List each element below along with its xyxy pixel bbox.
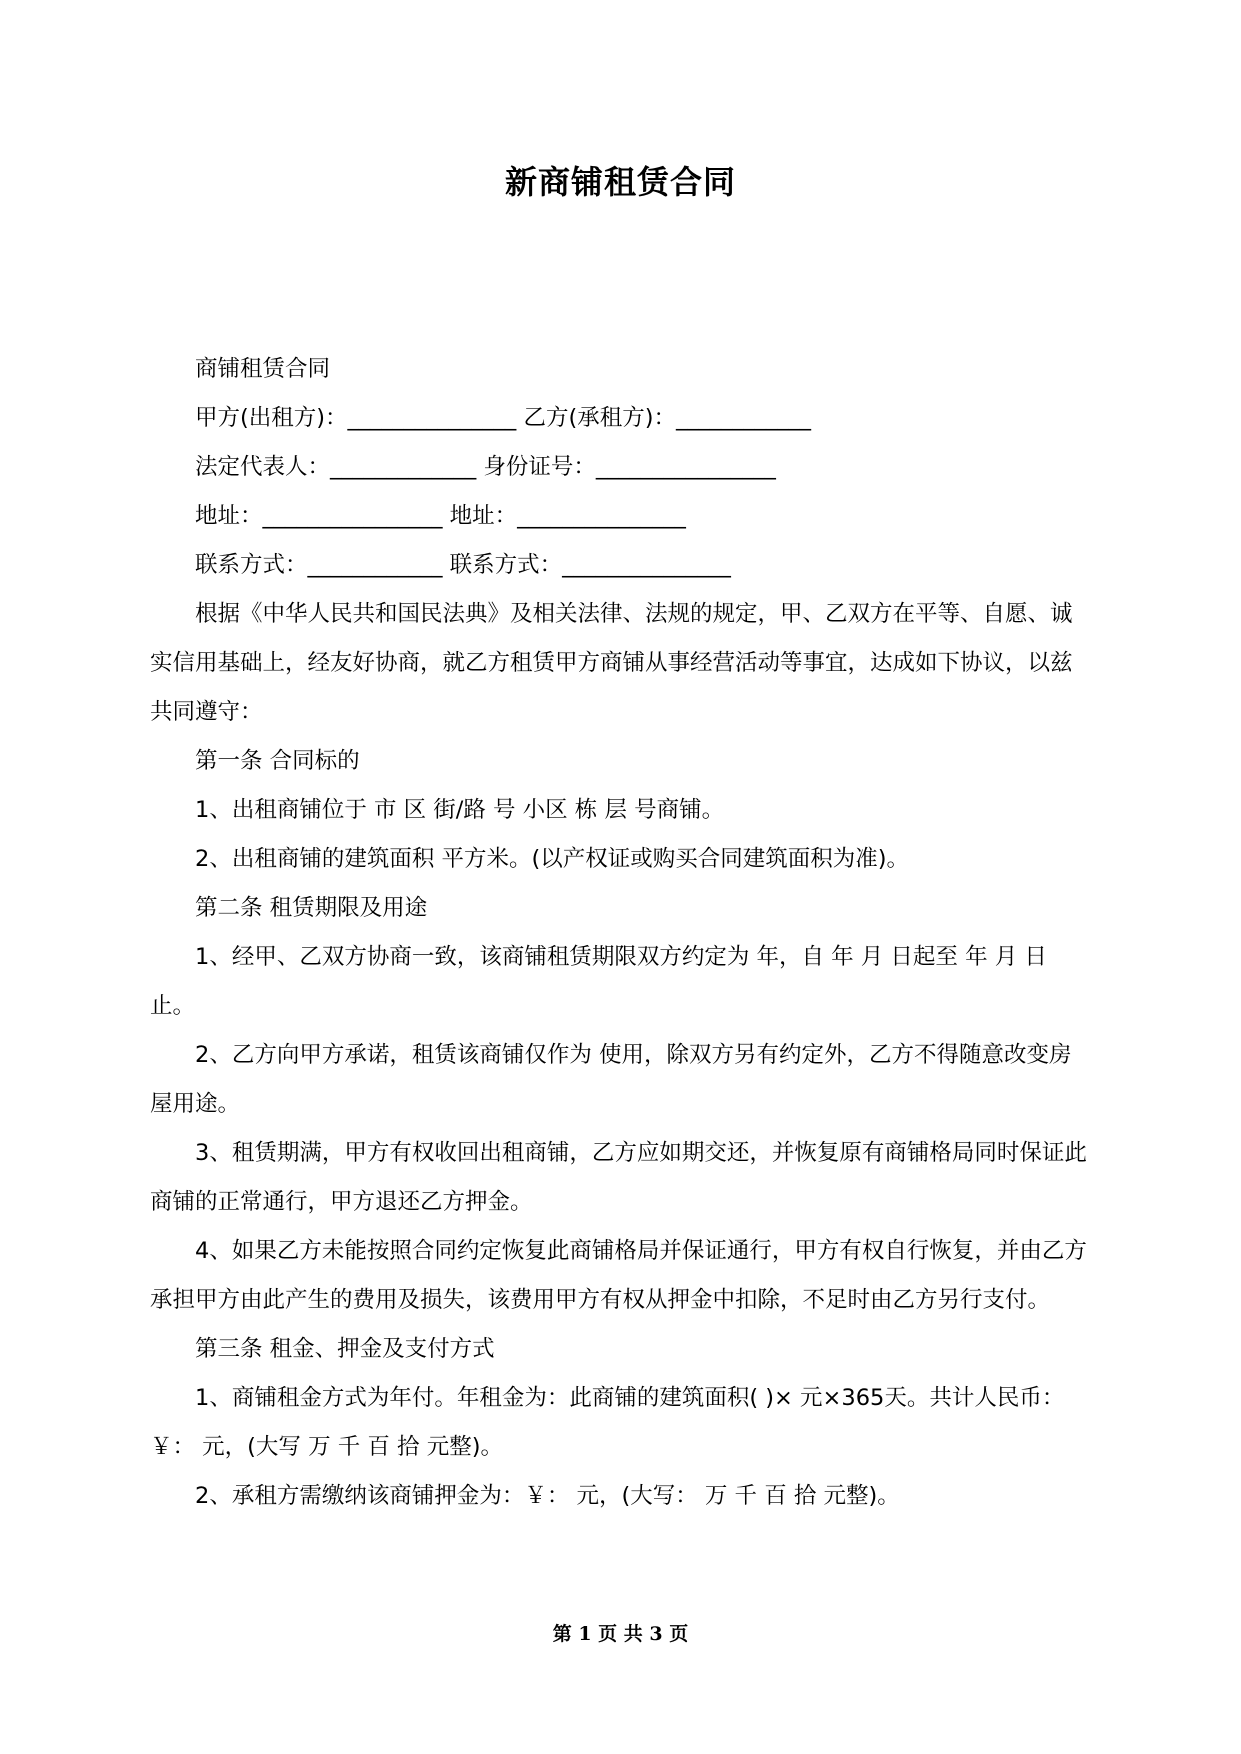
paragraph: 1、经甲、乙双方协商一致，该商铺租赁期限双方约定为 年，自 年 月 日起至 年 月 日止。 [150,944,1047,1019]
paragraph: 联系方式：____________ 联系方式：_______________ [195,552,731,578]
paragraph: 3、租赁期满，甲方有权收回出租商铺，乙方应如期交还，并恢复原有商铺格局同时保证此商铺的正常通行，甲方退还乙方押金。 [150,1140,1087,1215]
paragraph: 甲方(出租方)：_______________ 乙方(承租方)：____________ [195,405,812,431]
paragraph: 根据《中华人民共和国民法典》及相关法律、法规的规定，甲、乙双方在平等、自愿、诚实信用基础上，经友好协商，就乙方租赁甲方商铺从事经营活动等事宜，达成如下协议，以兹共同遵守： [150,601,1073,725]
section-heading: 第一条 合同标的 [195,748,360,774]
paragraph: 2、出租商铺的建筑面积 平方米。(以产权证或购买合同建筑面积为准)。 [195,846,910,872]
paragraph: 1、出租商铺位于 市 区 街/路 号 小区 栋 层 号商铺。 [195,797,725,823]
document-body [150,345,1090,1521]
paragraph: 1、商铺租金方式为年付。年租金为：此商铺的建筑面积( )× 元×365天。共计人民币：￥： 元，(大写 万 千 百 拾 元整)。 [150,1385,1065,1460]
page-number-footer: 第 1 页 共 3 页 [552,1623,689,1645]
paragraph: 4、如果乙方未能按照合同约定恢复此商铺格局并保证通行，甲方有权自行恢复，并由乙方承担甲方由此产生的费用及损失，该费用甲方有权从押金中扣除，不足时由乙方另行支付。 [150,1238,1087,1313]
paragraph: 地址：________________ 地址：_______________ [195,503,686,529]
section-heading: 第二条 租赁期限及用途 [195,895,428,921]
section-heading: 第三条 租金、押金及支付方式 [195,1336,495,1362]
paragraph: 商铺租赁合同 [195,356,331,382]
paragraph: 2、承租方需缴纳该商铺押金为：￥： 元，(大写： 万 千 百 拾 元整)。 [195,1483,900,1509]
paragraph: 法定代表人：_____________ 身份证号：________________ [195,454,776,480]
paragraph: 2、乙方向甲方承诺，租赁该商铺仅作为 使用，除双方另有约定外，乙方不得随意改变房屋用途。 [150,1042,1072,1117]
document-title: 新商铺租赁合同 [504,163,736,201]
